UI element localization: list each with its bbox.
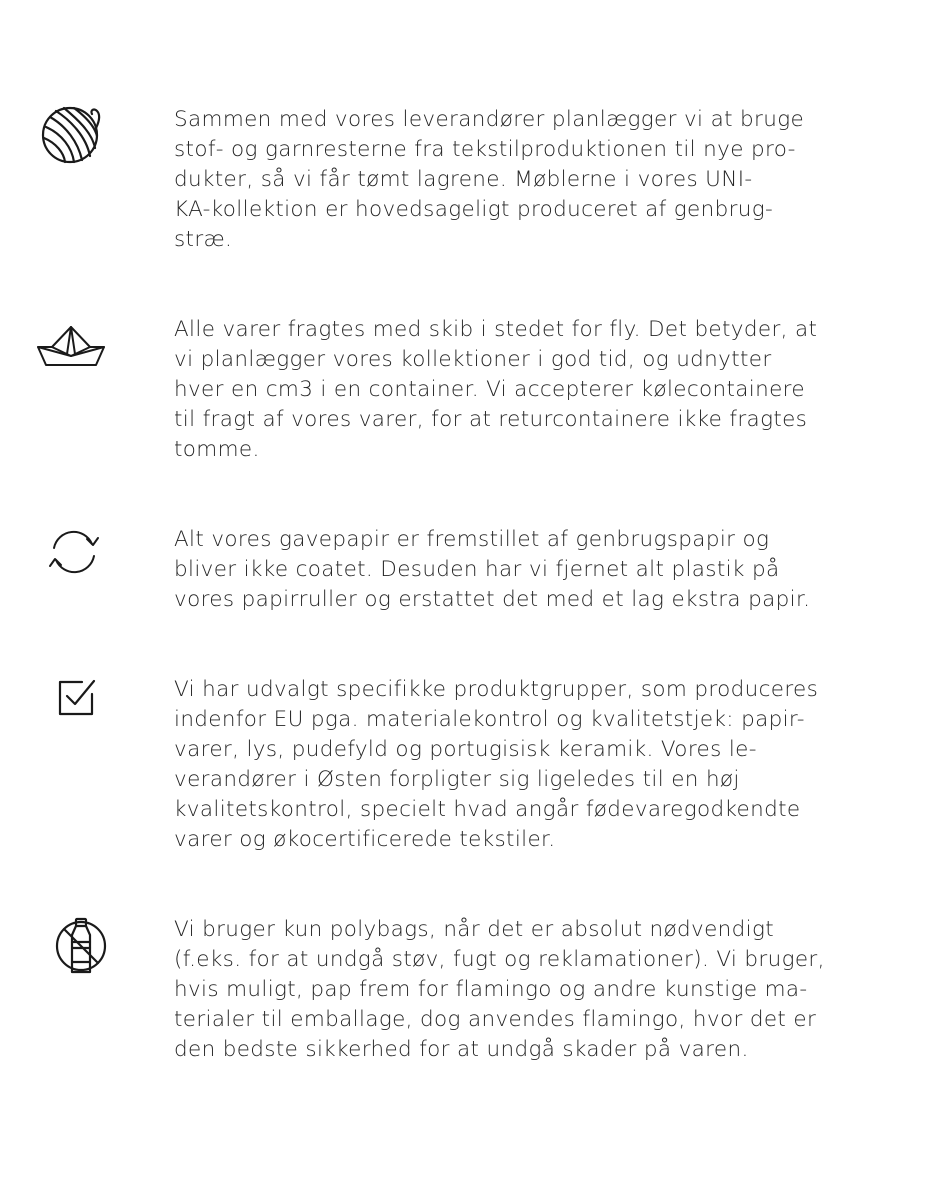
text-line: terialer til emballage, dog anvendes flamingo, hvor det er <box>174 1007 817 1032</box>
text-line: stof- og garnresterne fra tekstilproduktionen til nye pro- <box>174 137 796 162</box>
text-line: vi planlægger vores kollektioner i god tid, og udnytter <box>174 347 772 372</box>
text-line: den bedste sikkerhed for at undgå skader på varen. <box>174 1037 749 1062</box>
text-line: (f.eks. for at undgå støv, fugt og reklamationer). Vi bruger, <box>174 947 825 972</box>
text-line: varer og økocertificerede tekstiler. <box>174 827 556 852</box>
text-line: Sammen med vores leverandører planlægger vi at bruge <box>174 107 805 132</box>
text-line: hvis muligt, pap frem for flamingo og andre kunstige ma- <box>174 977 808 1002</box>
checkbox-icon <box>36 658 116 738</box>
text-line: hver en cm3 i en container. Vi accepterer kølecontainere <box>174 377 805 402</box>
text-line: til fragt af vores varer, for at returcontainere ikke fragtes <box>174 407 808 432</box>
no-plastic-bottle-icon <box>41 906 121 986</box>
paragraph <box>174 105 874 255</box>
text-line: verandører i Østen forpligter sig ligeledes til en høj <box>174 767 740 792</box>
paragraph <box>174 315 874 465</box>
text-line: dukter, så vi får tømt lagrene. Møblerne i vores UNI- <box>174 167 753 192</box>
text-line: bliver ikke coatet. Desuden har vi fjernet alt plastik på <box>174 557 780 582</box>
text-line: varer, lys, pudefyld og portugisisk keramik. Vores le- <box>174 737 757 762</box>
text-line: Alt vores gavepapir er fremstillet af genbrugspapir og <box>174 527 770 552</box>
yarn-ball-icon <box>34 96 114 176</box>
text-line: Vi har udvalgt specifikke produktgrupper, som produceres <box>174 677 819 702</box>
text-line: stræ. <box>174 227 233 252</box>
paragraph <box>174 525 874 615</box>
paragraph <box>174 675 874 855</box>
text-line: tomme. <box>174 437 260 462</box>
text-line: KA-kollektion er hovedsageligt produceret af genbrug- <box>174 197 774 222</box>
paper-boat-icon <box>32 308 112 388</box>
text-line: kvalitetskontrol, specielt hvad angår fødevaregodkendte <box>174 797 801 822</box>
text-line: indenfor EU pga. materialekontrol og kvalitetstjek: papir- <box>174 707 805 732</box>
text-line: vores papirruller og erstattet det med et lag ekstra papir. <box>174 587 811 612</box>
text-line: Vi bruger kun polybags, når det er absolut nødvendigt <box>174 917 774 942</box>
recycle-arrows-icon <box>34 512 114 592</box>
paragraph <box>174 915 874 1065</box>
text-line: Alle varer fragtes med skib i stedet for fly. Det betyder, at <box>174 317 818 342</box>
